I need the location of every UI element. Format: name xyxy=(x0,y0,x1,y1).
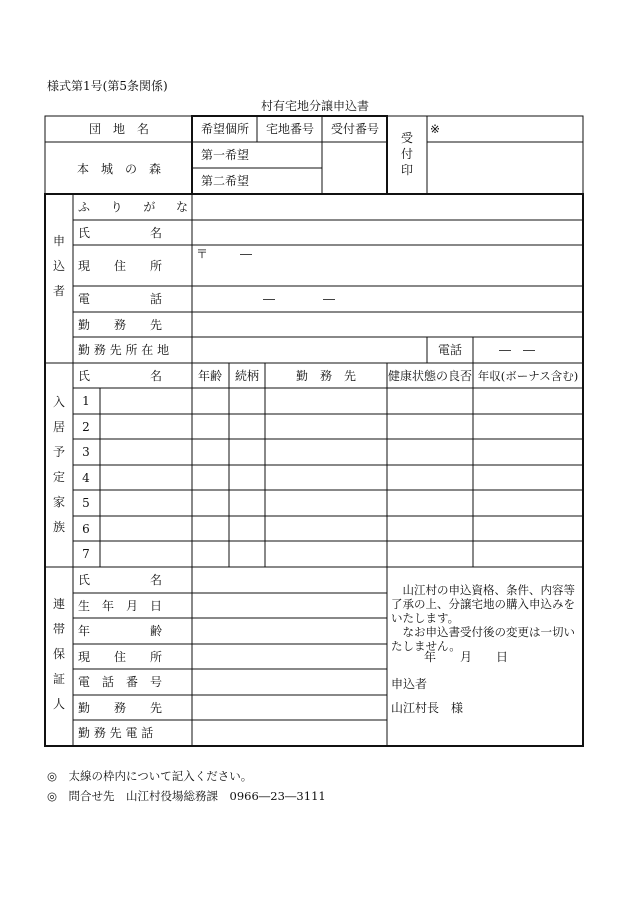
furigana-label: ふ り が な xyxy=(78,200,188,214)
guarantor-phone-label: 電 話 番 号 xyxy=(78,675,163,689)
family-income-header: 年収(ボーナス含む) xyxy=(477,369,579,383)
statement-line: いたします。 xyxy=(391,611,460,625)
applicant-workplace-field[interactable] xyxy=(193,313,582,336)
family-name-header: 氏 名 xyxy=(78,369,163,383)
statement-line: たしません。 xyxy=(391,639,461,653)
applicant-phone-label: 電 話 xyxy=(78,292,163,306)
family-row-number: 1 xyxy=(82,394,90,408)
guarantor-workplace-field[interactable] xyxy=(193,696,386,719)
family-row-number: 2 xyxy=(82,420,90,434)
applicant-phone-dashes: ― ― xyxy=(263,292,336,306)
statement-applicant-label: 申込者 xyxy=(391,677,428,691)
family-row-number: 3 xyxy=(82,445,90,459)
guarantor-age-field[interactable] xyxy=(193,619,386,643)
family-section-label: 入 居 予 定 家 族 xyxy=(52,395,65,534)
statement-date: 年 月 日 xyxy=(424,650,509,664)
note-instruction: ◎ 太線の枠内について記入ください。 xyxy=(47,769,253,783)
family-row-number: 5 xyxy=(82,496,90,510)
statement-line: なお申込書受付後の変更は一切い xyxy=(391,625,575,639)
note-contact: ◎ 問合せ先 山江村役場総務課 0966―23―3111 xyxy=(47,789,326,803)
danchi-label: 団 地 名 xyxy=(88,122,150,136)
family-name-field[interactable] xyxy=(101,491,191,515)
family-name-field[interactable] xyxy=(101,542,191,566)
choice1-label: 第一希望 xyxy=(200,148,250,162)
choice1-field[interactable] xyxy=(258,143,321,167)
guarantor-birthdate-field[interactable] xyxy=(193,594,386,617)
choice2-field[interactable] xyxy=(258,169,321,193)
family-name-field[interactable] xyxy=(101,517,191,540)
workplace-address-label: 勤 務 先 所 在 地 xyxy=(78,343,170,357)
applicant-section-label: 申 込 者 xyxy=(52,234,65,298)
applicant-name-label: 氏 名 xyxy=(78,226,163,240)
form-number: 様式第1号(第5条関係) xyxy=(47,79,168,93)
danchi-value: 本 城 の 森 xyxy=(76,162,162,176)
page-title: 村有宅地分譲申込書 xyxy=(260,99,370,113)
family-workplace-header: 勤 務 先 xyxy=(295,369,357,383)
family-row-number: 7 xyxy=(82,547,90,561)
family-name-field[interactable] xyxy=(101,466,191,489)
guarantor-address-field[interactable] xyxy=(193,645,386,668)
guarantor-name-label: 氏 名 xyxy=(78,573,163,587)
guarantor-workplace-phone-field[interactable] xyxy=(193,721,386,745)
takuchi-label: 宅地番号 xyxy=(265,122,315,136)
kibou-label: 希望個所 xyxy=(200,122,250,136)
family-relation-header: 続柄 xyxy=(234,369,260,383)
applicant-phone-field[interactable] xyxy=(193,287,582,311)
uketsukein-label: 受 付 印 xyxy=(400,131,413,177)
guarantor-section-label: 連 帯 保 証 人 xyxy=(52,597,65,711)
workplace-address-field[interactable] xyxy=(193,338,426,362)
office-use-mark: ※ xyxy=(430,122,441,136)
applicant-address-field[interactable] xyxy=(193,262,582,285)
family-name-field[interactable] xyxy=(101,415,191,438)
guarantor-birthdate-label: 生 年 月 日 xyxy=(78,599,163,613)
guarantor-workplace-label: 勤 務 先 xyxy=(78,701,163,715)
guarantor-phone-field[interactable] xyxy=(193,670,386,694)
workplace-phone-label: 電話 xyxy=(437,343,463,357)
family-name-field[interactable] xyxy=(101,440,191,464)
danchi-field[interactable] xyxy=(46,143,191,193)
guarantor-name-field[interactable] xyxy=(193,568,386,592)
family-row-number: 4 xyxy=(82,471,90,485)
choice2-label: 第二希望 xyxy=(200,174,250,188)
applicant-address-label: 現 住 所 xyxy=(78,259,163,273)
furigana-field[interactable] xyxy=(193,195,582,219)
family-health-header: 健康状態の良否 xyxy=(387,369,473,383)
postal-mark: 〒 xyxy=(196,247,209,261)
statement-line: 山江村の申込資格、条件、内容等 xyxy=(391,583,575,597)
postal-dash: ― xyxy=(240,247,252,261)
applicant-workplace-label: 勤 務 先 xyxy=(78,318,163,332)
workplace-phone-dashes: ― ― xyxy=(498,343,536,357)
guarantor-address-label: 現 住 所 xyxy=(78,650,163,664)
statement-line: 了承の上、分譲宅地の購入申込みを xyxy=(391,597,575,611)
uketsuke-bango-label: 受付番号 xyxy=(330,122,380,136)
family-age-header: 年齢 xyxy=(197,369,223,383)
guarantor-age-label: 年 齢 xyxy=(78,624,163,638)
guarantor-workplace-phone-label: 勤 務 先 電 話 xyxy=(78,726,154,740)
family-row-number: 6 xyxy=(82,522,90,536)
applicant-name-field[interactable] xyxy=(193,221,582,244)
statement-addressee: 山江村長 様 xyxy=(391,701,464,715)
family-name-field[interactable] xyxy=(101,389,191,413)
